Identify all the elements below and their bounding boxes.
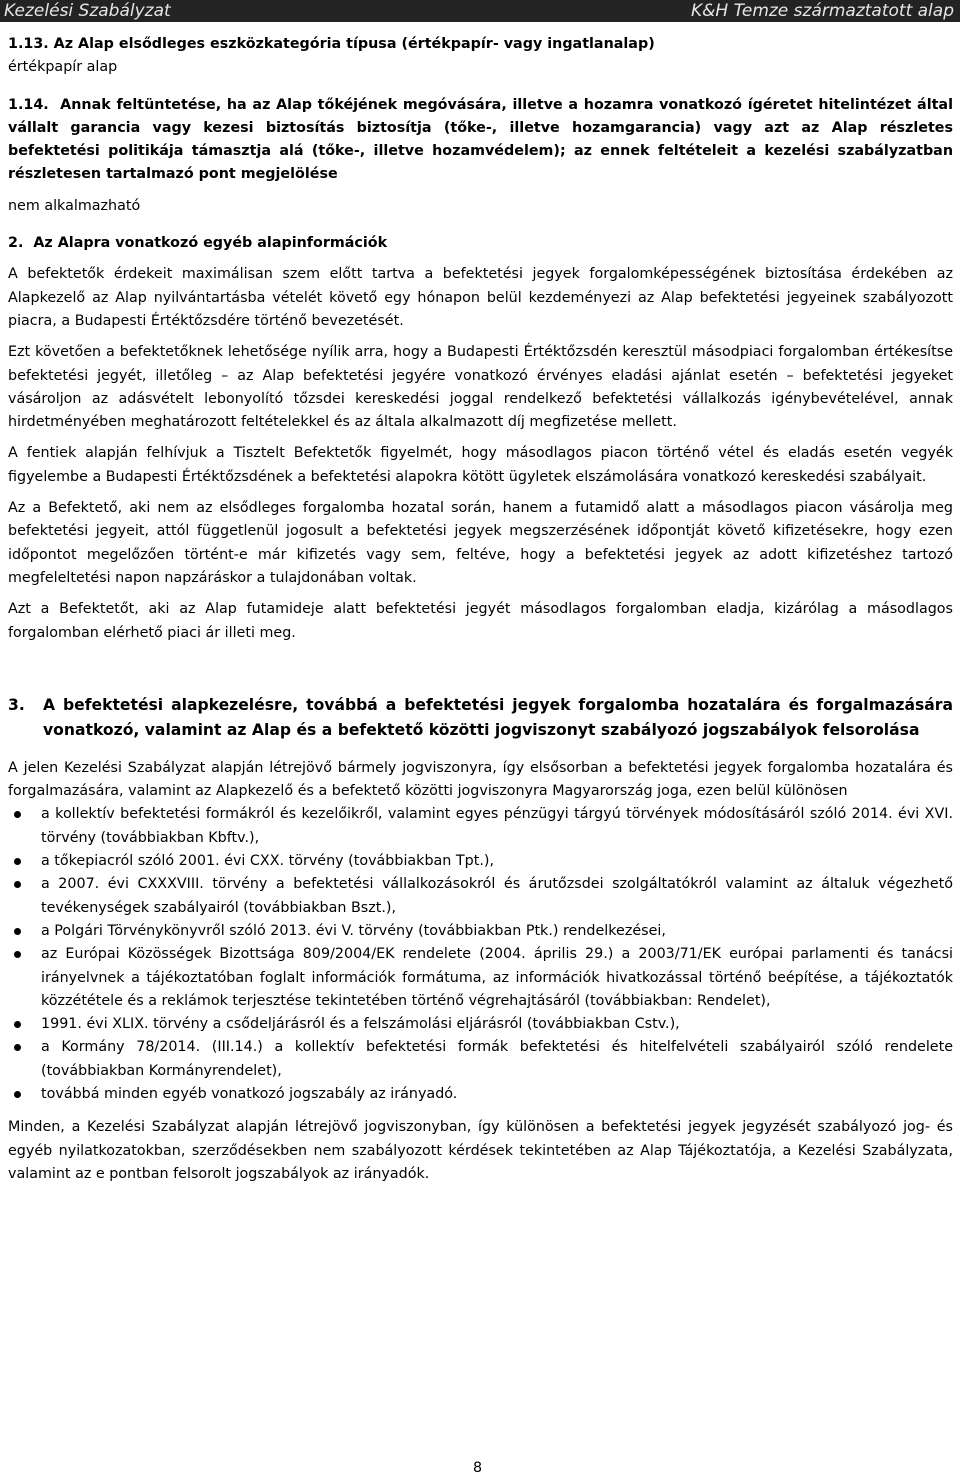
list-item: a 2007. évi CXXXVIII. törvény a befektetési vállalkozásokról és árutőzsdei szolgáltatókról valamint az általuk végezhető tevékenységek szabályairól (továbbiakban Bszt.),: [8, 873, 953, 920]
bullet-icon: [14, 1044, 21, 1051]
list-item: a kollektív befektetési formákról és kezelőikről, valamint egyes pénzügyi tárgyú törvények módosításáról szóló 2014. évi XVI. törvény (továbbiakban Kbftv.),: [8, 803, 953, 850]
section-3-closing: Minden, a Kezelési Szabályzat alapján létrejövő jogviszonyban, így különösen a befektetési jegyek jegyzését szabályozó jog- és egyéb nyilatkozatokban, szerződésekben nem szabályozott kérdések tekintetében az Alap Tájékoztatója, a Kezelési Szabályzata, valamint az e pontban felsorolt jogszabályok az irányadók.: [8, 1119, 953, 1182]
list-item: továbbá minden egyéb vonatkozó jogszabály az irányadó.: [8, 1083, 953, 1106]
section-2-paragraph: A befektetők érdekeit maximálisan szem előtt tartva a befektetési jegyek forgalomképességének biztosítása érdekében az Alapkezelő az Alap nyilvántartásba vételét követő egy hónapon belül kezdeményezi az Alap befektetési jegyeinek szabályozott piacra, a Budapesti Értéktőzsdére történő bevezetését.: [8, 266, 953, 329]
document-body: [8, 33, 953, 1186]
bullet-icon: [14, 928, 21, 935]
page-number: 8: [473, 1460, 483, 1476]
section-1-14-title: [8, 94, 953, 187]
section-1-13-title: 1.13. Az Alap elsődleges eszközkategória típusa (értékpapír- vagy ingatlanalap): [8, 36, 655, 52]
bullet-icon: [14, 858, 21, 865]
section-3-intro: A jelen Kezelési Szabályzat alapján létrejövő bármely jogviszonyra, így elsősorban a befektetési jegyek forgalomba hozatalára és forgalmazására, valamint az Alapkezelő és a befektető közötti jogviszonyra Magyarország joga, ezen belül különösen: [8, 759, 953, 800]
header-left-title: Kezelési Szabályzat: [4, 1, 171, 21]
list-item: az Európai Közösségek Bizottsága 809/2004/EK rendelete (2004. április 29.) a 2003/71/EK európai parlamenti és tanácsi irányelvnek a tájékoztatóban foglalt információk formátuma, az információk hivatkozással történő beépítése, a tájékoztatók közzététele és a reklámok terjesztése tekintetében történő végrehajtásáról (továbbiakban: Rendelet),: [8, 943, 953, 1013]
bullet-icon: [14, 1021, 21, 1028]
section-2-paragraph: Azt a Befektetőt, aki az Alap futamideje alatt befektetési jegyét másodlagos forgalomban eladja, kizárólag a másodlagos forgalomban elérhető piaci ár illeti meg.: [8, 601, 953, 641]
legislation-list: [8, 803, 953, 1106]
section-1-14-text: Annak feltüntetése, ha az Alap tőkéjének megóvására, illetve a hozamra vonatkozó ígéretet hitelintézet által vállalt garancia vagy kezesi biztosítás biztosítja (tőke-, illetve hozamgarancia) vagy azt az Alap részletes befektetési politikája támasztja alá (tőke-, illetve hozamvédelem); az ennek feltételeit a kezelési szabályzatban részletesen tartalmazó pont megjelölése: [8, 96, 953, 183]
list-item: a Kormány 78/2014. (III.14.) a kollektív befektetési formák befektetési és hitelfelvételi szabályairól szóló rendelete (továbbiakban Kormányrendelet),: [8, 1036, 953, 1083]
header-right-title: K&H Temze származtatott alap: [690, 1, 954, 21]
section-2-number: 2.: [8, 235, 24, 252]
page-header: [0, 0, 960, 22]
bullet-icon: [14, 1091, 21, 1098]
section-3-title: [8, 693, 953, 743]
section-2-text: Az Alapra vonatkozó egyéb alapinformációk: [33, 235, 388, 252]
bullet-icon: [14, 811, 21, 818]
section-2-paragraph: A fentiek alapján felhívjuk a Tisztelt Befektetők figyelmét, hogy másodlagos piacon történő vétel és eladás esetén vegyék figyelembe a Budapesti Értéktőzsdének a befektetési alapokra kötött ügyletek elszámolására vonatkozó kereskedési szabályait.: [8, 445, 953, 485]
section-1-13-value: értékpapír alap: [8, 59, 118, 76]
list-item: a tőkepiacról szóló 2001. évi CXX. törvény (továbbiakban Tpt.),: [8, 850, 953, 873]
bullet-icon: [14, 951, 21, 958]
section-2-paragraph: Ezt követően a befektetőknek lehetősége nyílik arra, hogy a Budapesti Értéktőzsdén keresztül másodpiaci forgalomban értékesítse befektetési jegyét, illetőleg – az Alap befektetési jegyére vonatkozó érvényes eladási ajánlat esetén – befektetési jegyeket vásároljon az adásvételt lebonyolító tőzsdei kereskedési joggal rendelkező befektetési vállalkozás igénybevételével, annak hirdetményében meghatározott feltételekkel és az általa alkalmazott díj megfizetése mellett.: [8, 344, 953, 431]
section-1-14-value: nem alkalmazható: [8, 197, 141, 214]
section-3-text: A befektetési alapkezelésre, továbbá a befektetési jegyek forgalomba hozatalára és forgalmazására vonatkozó, valamint az Alap és a befektető közötti jogviszonyt szabályozó jogszabályok felsorolása: [43, 695, 953, 739]
list-item: 1991. évi XLIX. törvény a csődeljárásról és a felszámolási eljárásról (továbbiakban Cstv.),: [8, 1013, 953, 1036]
section-2-paragraph: Az a Befektető, aki nem az elsődleges forgalomba hozatal során, hanem a futamidő alatt a másodlagos piacon vásárolja meg befektetési jegyeit, attól függetlenül jogosult a befektetési jegyek megszerzésének időpontját követő kifizetésekre, hogy ezen időpontot megelőzően történt-e már kifizetés vagy sem, feltéve, hogy a befektetési jegyek az adott kifizetéshez tartozó megfeleltetési napon napzáráskor a tulajdonában voltak.: [8, 500, 953, 586]
section-2-title: [8, 232, 953, 255]
bullet-icon: [14, 881, 21, 888]
section-1-14-number: 1.14.: [8, 96, 49, 113]
section-3-number: 3.: [8, 695, 25, 714]
list-item: a Polgári Törvénykönyvről szóló 2013. évi V. törvény (továbbiakban Ptk.) rendelkezései,: [8, 920, 953, 943]
